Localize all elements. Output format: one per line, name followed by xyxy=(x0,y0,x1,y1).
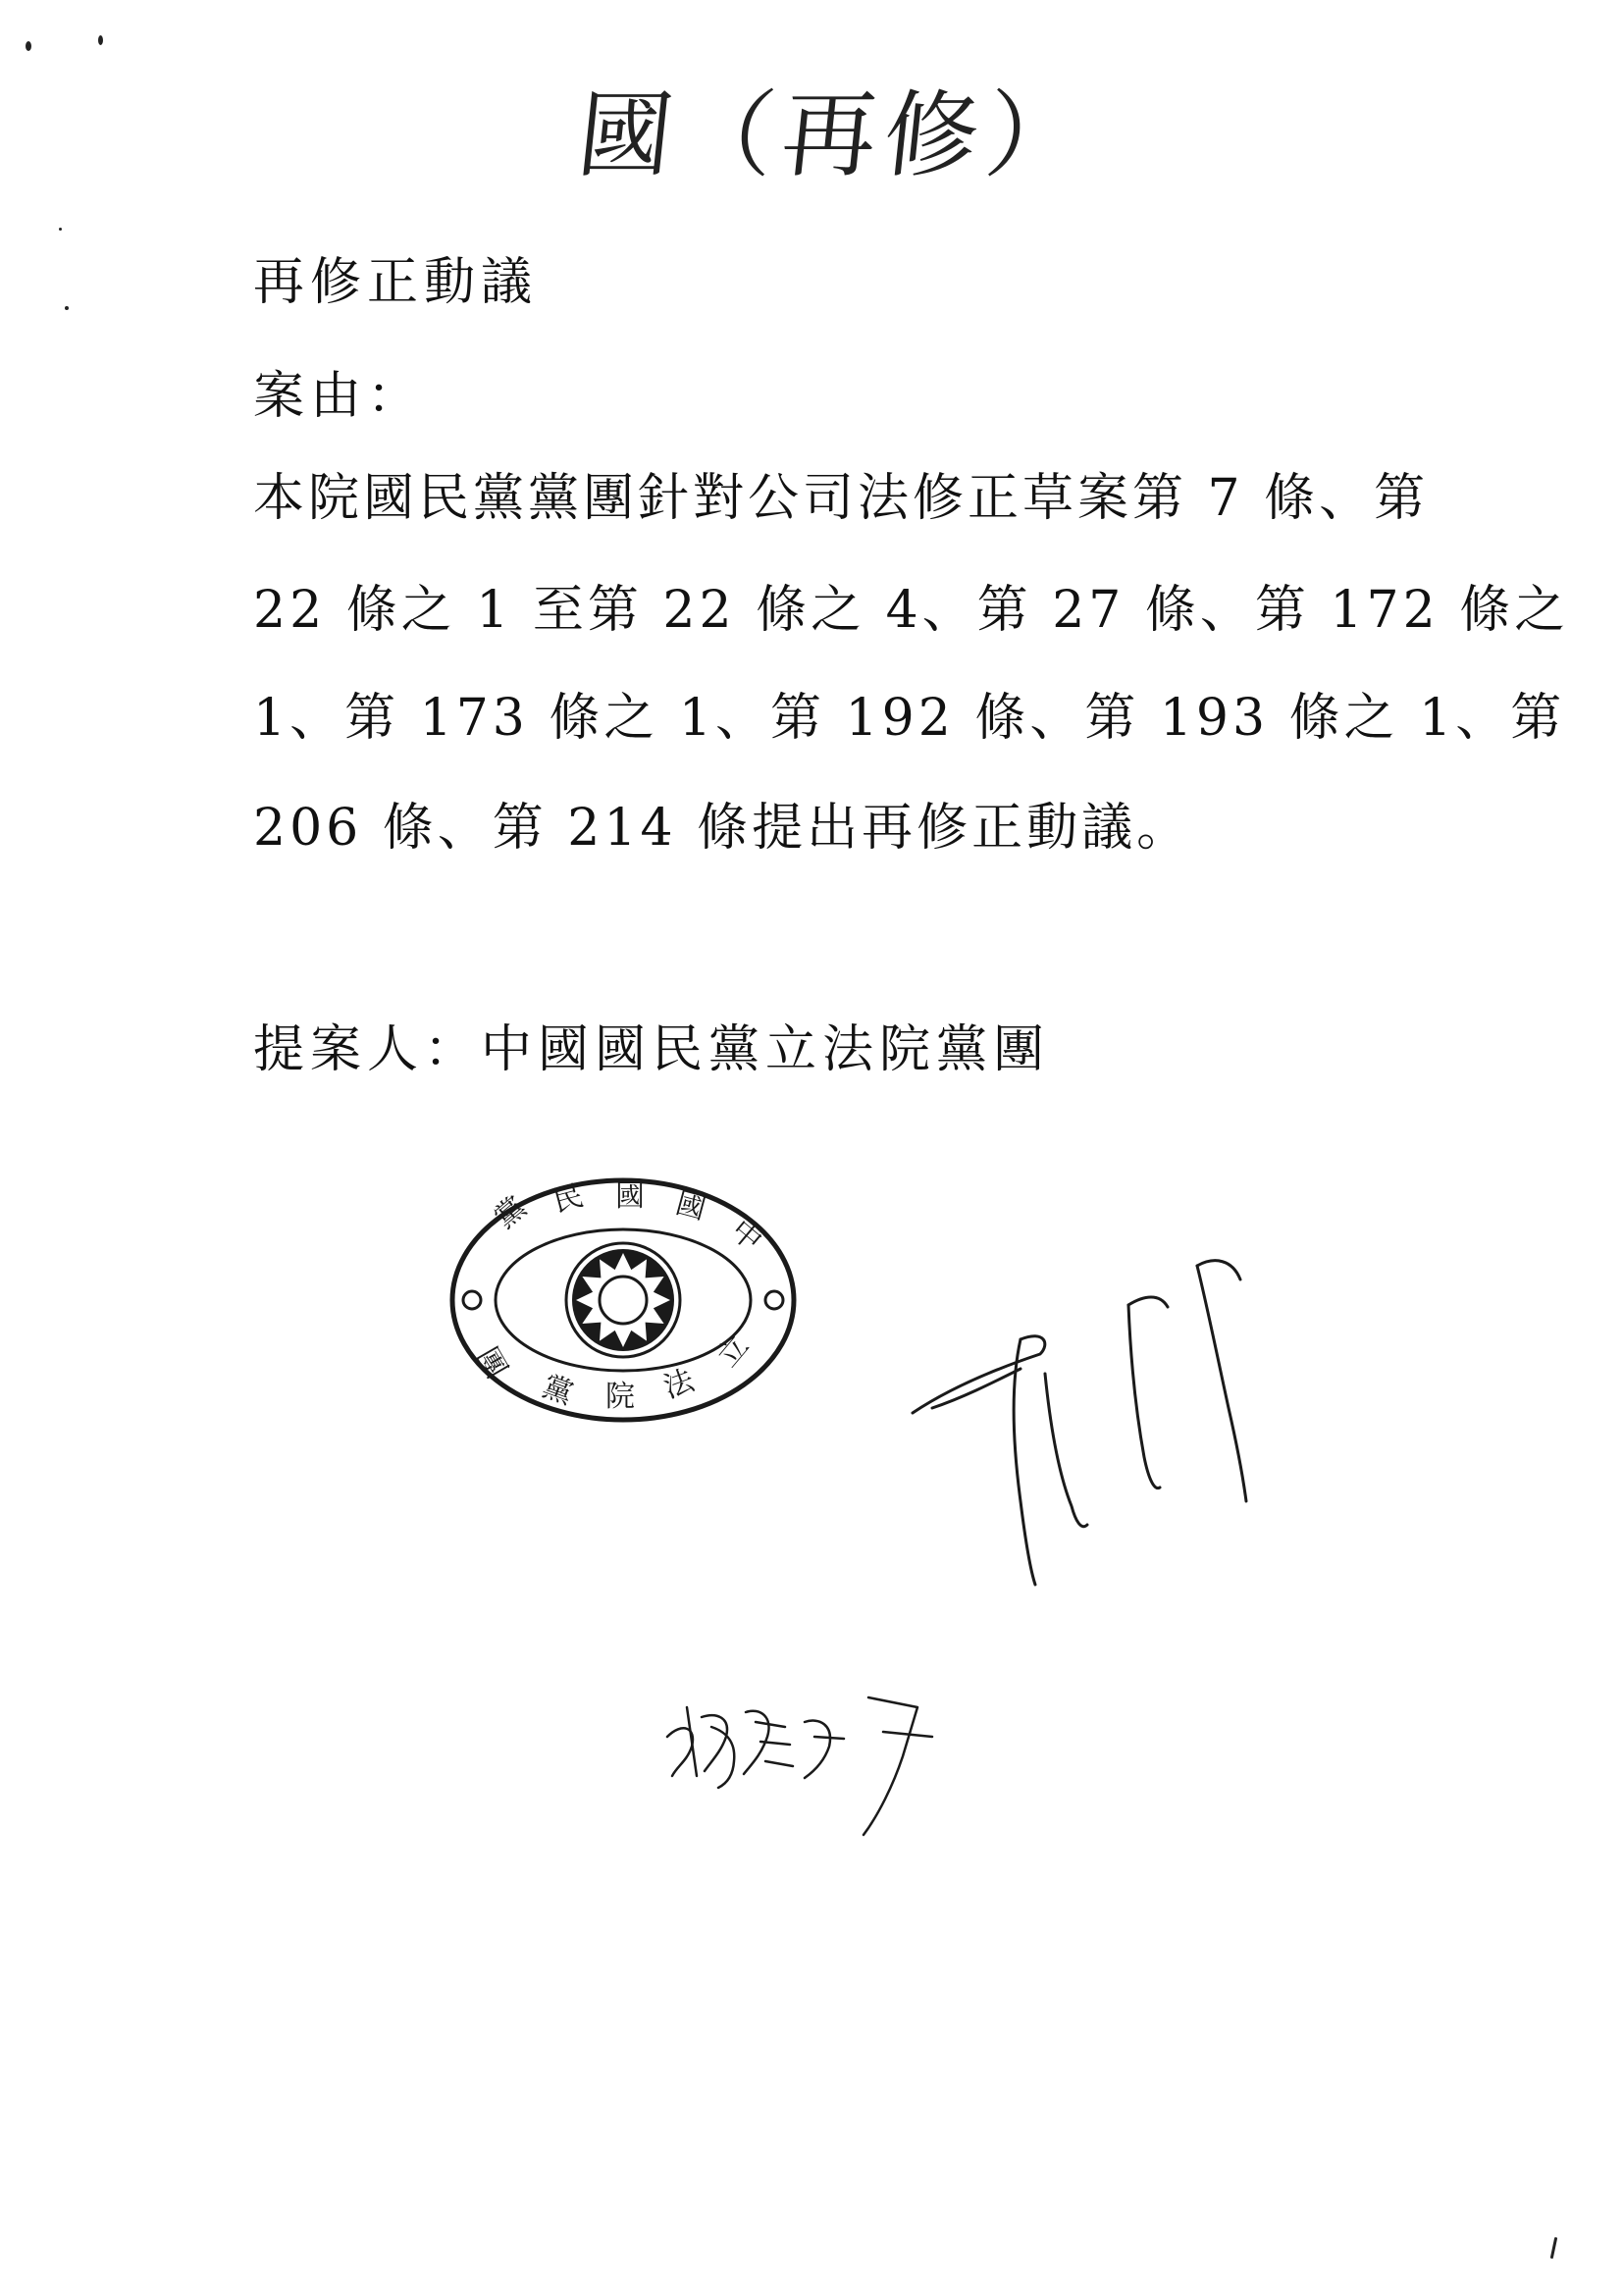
body-line-4: 206 條、第 214 條提出再修正動議。 xyxy=(253,799,1192,858)
scan-speck xyxy=(1550,2237,1558,2259)
signature-2-image xyxy=(657,1668,971,1845)
scan-speck xyxy=(59,228,62,231)
body-line-3: 1、第 173 條之 1、第 192 條、第 193 條之 1、第 xyxy=(253,689,1566,748)
svg-text:黨: 黨 xyxy=(488,1190,534,1236)
svg-text:中: 中 xyxy=(723,1213,769,1259)
svg-text:國: 國 xyxy=(615,1179,645,1214)
party-seal-image xyxy=(446,1173,800,1428)
svg-text:國: 國 xyxy=(671,1185,709,1227)
body-line-1: 本院國民黨黨團針對公司法修正草案第 7 條、第 xyxy=(253,469,1430,528)
scan-speck xyxy=(65,306,69,310)
svg-text:民: 民 xyxy=(550,1178,588,1220)
svg-text:院: 院 xyxy=(605,1380,635,1414)
reason-label: 案由： xyxy=(253,367,425,426)
body-line-2: 22 條之 1 至第 22 條之 4、第 27 條、第 172 條之 xyxy=(253,581,1570,640)
svg-text:團: 團 xyxy=(469,1341,514,1384)
svg-text:法: 法 xyxy=(658,1363,699,1406)
proposer-line: 提案人：中國國民黨立法院黨團 xyxy=(253,1020,1051,1079)
sun-emblem-icon xyxy=(572,1249,674,1351)
svg-text:黨: 黨 xyxy=(538,1369,578,1412)
scan-speck xyxy=(26,41,31,51)
signature-1-image xyxy=(903,1246,1295,1590)
document-title: 再修正動議 xyxy=(253,253,539,312)
svg-text:立: 立 xyxy=(710,1329,757,1375)
scan-speck xyxy=(98,35,103,45)
handwritten-header: 國（再修） xyxy=(572,80,1095,190)
